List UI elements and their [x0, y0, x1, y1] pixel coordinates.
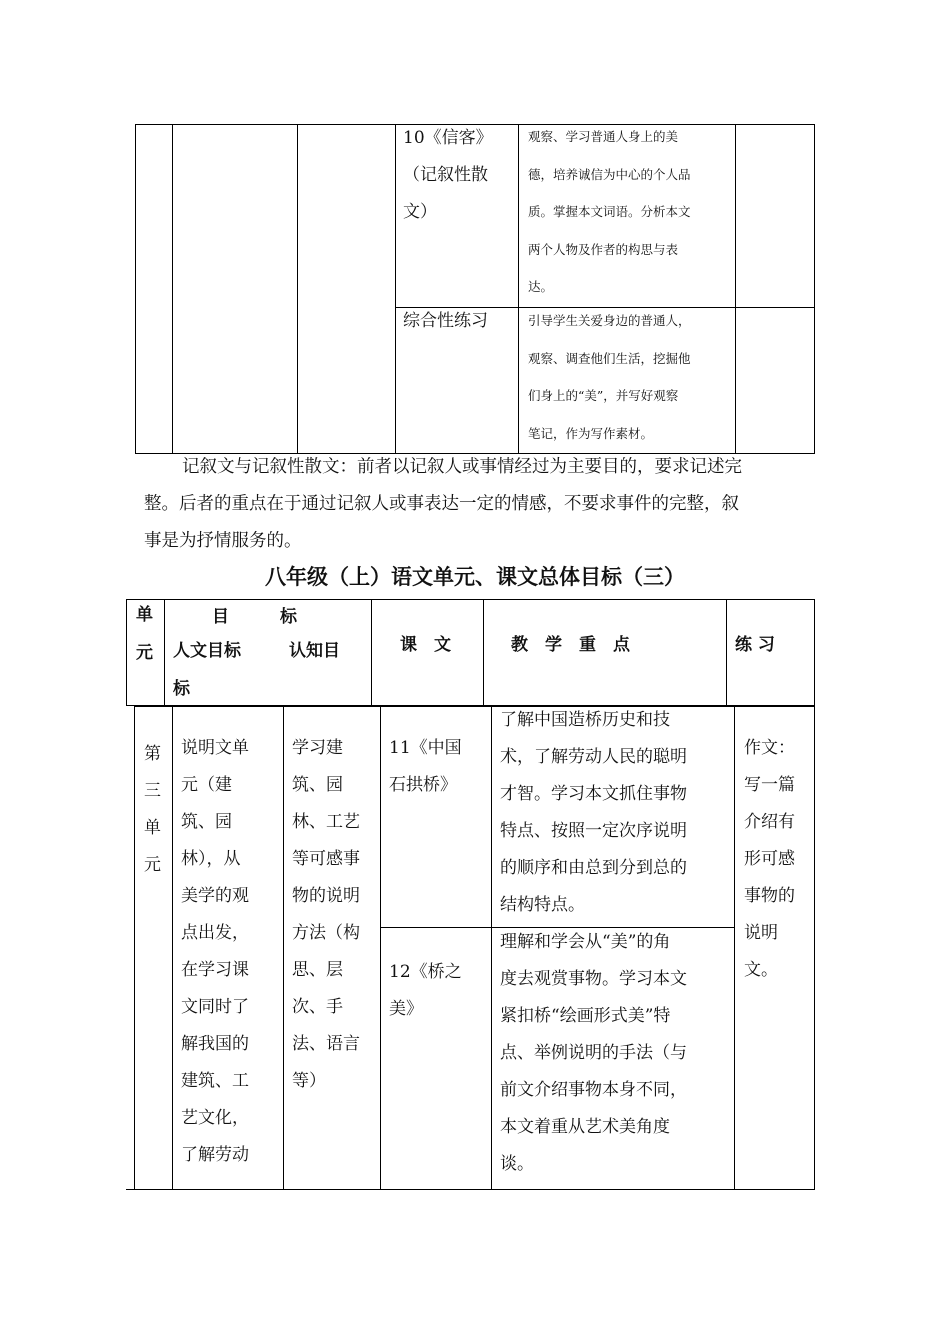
header-cognitive-goal: 标	[173, 679, 190, 699]
header-border	[726, 599, 727, 706]
note-line: 事是为抒情服务的。	[144, 531, 302, 551]
header-border	[126, 599, 127, 706]
header-teaching-focus: 教 学 重 点	[511, 635, 630, 655]
header-border	[371, 599, 372, 706]
table-1-border	[297, 124, 298, 454]
note-line: 记叙文与记叙性散文：前者以记叙人或事情经过为主要目的，要求记述完	[182, 457, 742, 477]
header-border	[164, 599, 165, 706]
teaching-focus-cell: 了解中国造桥历史和技 术，了解劳动人民的聪明 才智。学习本文抓住事物 特点、按照一定次序说明 的顺序和由总到分到总的 结构特点。	[500, 710, 687, 915]
header-unit: 元	[136, 643, 153, 663]
header-exercise: 练 习	[735, 635, 775, 655]
header-unit: 单	[136, 605, 153, 625]
exercise-cell: 作文： 写一篇 介绍有 形可感 事物的 说明 文。	[744, 738, 795, 980]
table-1-lesson-cell: 综合性练习	[403, 311, 488, 331]
body-border	[380, 706, 381, 1190]
cognitive-goal-cell: 学习建 筑、园 林、工艺 等可感事 物的说明 方法（构 思、层 次、手 法、语言 等）	[292, 738, 360, 1091]
humanistic-goal-cell: 说明文单 元（建 筑、园 林），从 美学的观 点出发， 在学习课 文同时了 解我国的 建筑、工 艺文化， 了解劳动	[181, 738, 249, 1165]
header-border	[483, 599, 484, 706]
table-1-focus-cell: 引导学生关爱身边的普通人， 观察、调查他们生活，挖掘他 们身上的“美”，并写好观察 笔记，作为写作素材。	[528, 313, 691, 441]
lesson-cell: 11《中国 石拱桥》	[389, 738, 462, 795]
table-1-lesson-cell: 10《信客》 （记叙性散 文）	[403, 128, 493, 222]
table-1-border	[395, 124, 396, 454]
table-1-border	[172, 124, 173, 454]
body-border	[283, 706, 284, 1190]
header-cognitive-goal: 认知目	[289, 641, 340, 661]
unit-cell: 第 三 单 元	[144, 744, 161, 875]
section-title: 八年级（上）语文单元、课文总体目标（三）	[265, 565, 685, 589]
teaching-focus-cell: 理解和学会从“美”的角 度去观赏事物。学习本文 紧扣桥“绘画形式美”特 点、举例说明的手法（与 前文介绍事物本身不同， 本文着重从艺术美角度 谈。	[500, 932, 687, 1174]
header-lesson: 课 文	[400, 635, 451, 655]
body-border	[734, 706, 735, 1190]
header-border	[814, 599, 815, 706]
body-border	[172, 706, 173, 1190]
body-border	[814, 706, 815, 1190]
table-1-border	[814, 124, 815, 454]
header-goal: 目 标	[212, 607, 297, 627]
header-humanistic-goal: 人文目标	[173, 641, 241, 661]
table-1-focus-cell: 观察、学习普通人身上的美 德，培养诚信为中心的个人品 质。掌握本文词语。分析本文 两个人物及作者的构思与表 达。	[528, 129, 691, 294]
body-bottom-border	[126, 1189, 815, 1190]
lesson-cell: 12《桥之 美》	[389, 962, 462, 1019]
table-1-border	[518, 124, 519, 454]
body-border	[491, 706, 492, 1190]
table-1-border	[735, 124, 736, 454]
table-1-border	[135, 124, 136, 454]
body-border	[134, 706, 135, 1190]
header-top-border	[126, 599, 815, 600]
note-line: 整。后者的重点在于通过记叙人或事表达一定的情感，不要求事件的完整，叙	[144, 494, 739, 514]
